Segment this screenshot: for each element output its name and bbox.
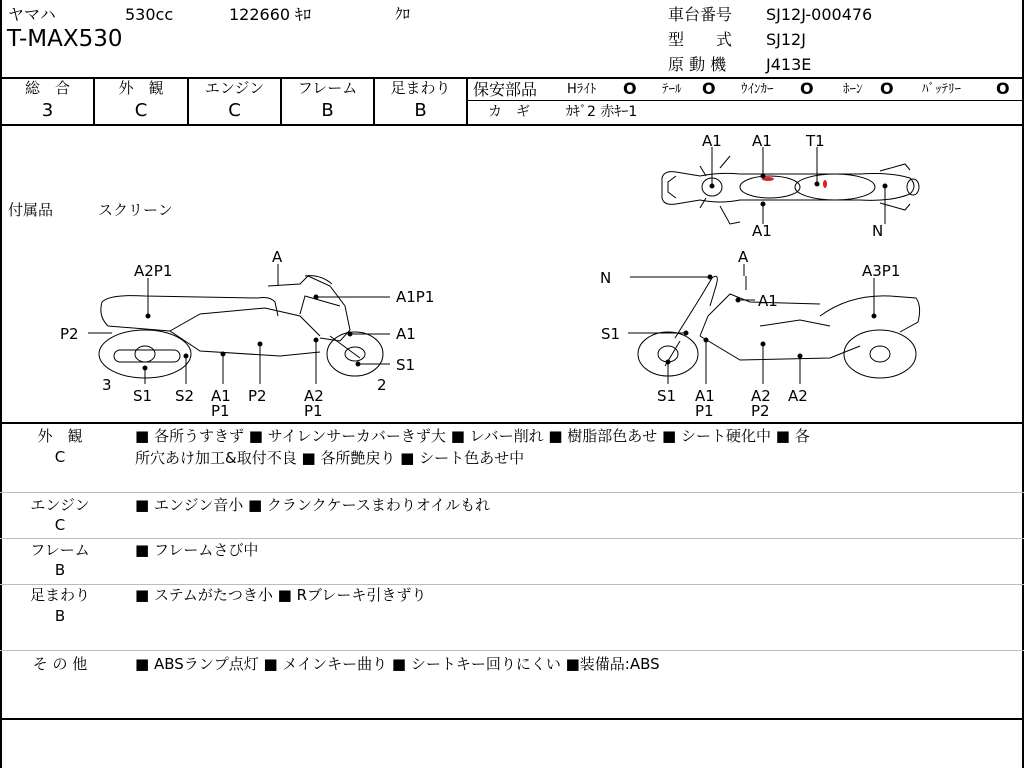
maker: ヤマハ	[8, 5, 56, 24]
label-right-a1: A1	[758, 292, 778, 310]
remark-grade-suspension: B	[54, 607, 66, 625]
grade-value-exterior: C	[134, 100, 148, 121]
remark-grade-engine: C	[54, 516, 66, 534]
remark-grade-frame: B	[54, 561, 66, 579]
label-top-a1-3: A1	[752, 222, 772, 240]
frame-no: SJ12J-000476	[766, 5, 873, 24]
label-left-a: A	[272, 248, 283, 266]
remark-text-exterior-1: ■ 各所うすきず ■ サイレンサーカバーきず大 ■ レバー削れ ■ 樹脂部色あせ ■ シート硬化中 ■ 各	[135, 427, 810, 445]
label-left-s1-right: S1	[396, 356, 416, 374]
color: ｸﾛ	[395, 5, 411, 23]
label-right-a1-bottom: A1	[695, 387, 715, 405]
label-right-s1-bottom: S1	[657, 387, 677, 405]
safety-mark-tail: O	[702, 79, 716, 98]
accessories-label: 付属品	[8, 201, 54, 219]
label-left-p2: P2	[60, 325, 79, 343]
label-right-n: N	[600, 269, 612, 287]
grade-label-engine: エンジン	[204, 79, 265, 97]
label-right-p2-bottom: P2	[751, 402, 770, 420]
grade-value-suspension: B	[414, 100, 427, 121]
remark-label-suspension: 足まわり	[29, 586, 90, 604]
accessories-value: スクリーン	[98, 201, 173, 219]
label-right-a: A	[738, 248, 749, 266]
remark-text-engine: ■ エンジン音小 ■ クランクケースまわりオイルもれ	[135, 496, 491, 514]
label-left-2: 2	[377, 376, 387, 394]
rule-bottom	[0, 718, 1024, 720]
label-left-a1: A1	[396, 325, 416, 343]
safety-mark-horn: O	[880, 79, 894, 98]
top-view-bike	[662, 156, 919, 224]
label-left-s1: S1	[133, 387, 153, 405]
displacement: 530cc	[125, 5, 174, 24]
engine-label: 原 動 機	[668, 55, 727, 74]
remark-label-exterior: 外 観	[37, 427, 83, 445]
rule-remark-1	[0, 492, 1024, 493]
rule-safety-mid	[468, 100, 1024, 101]
grade-value-frame: B	[321, 100, 334, 121]
type-value: SJ12J	[766, 30, 806, 49]
damage-diagram	[0, 126, 1024, 422]
remark-label-frame: フレーム	[30, 541, 90, 559]
remark-text-frame: ■ フレームさび中	[135, 541, 259, 559]
safety-label: 保安部品	[473, 80, 538, 99]
label-left-a1-bottom: A1	[211, 387, 231, 405]
grade-value-engine: C	[228, 100, 241, 121]
rule-diagram	[0, 422, 1024, 424]
safety-item-horn: ﾎｰﾝ	[843, 82, 863, 97]
remark-grade-exterior: C	[54, 448, 66, 466]
remark-text-other: ■ ABSランプ点灯 ■ メインキー曲り ■ シートキー回りにくい ■装備品:ABS	[135, 655, 660, 673]
label-left-a1p1: A1P1	[396, 288, 435, 306]
rule-remark-4	[0, 650, 1024, 651]
grade-label-suspension: 足まわり	[390, 79, 451, 97]
safety-item-headlight: Hﾗｲﾄ	[567, 82, 597, 97]
grade-label-overall: 総 合	[24, 79, 70, 97]
label-right-p1-bottom: P1	[695, 402, 714, 420]
label-left-p1-bottom: P1	[211, 402, 230, 420]
grade-label-exterior: 外 観	[118, 79, 164, 97]
remark-text-exterior-2: 所穴あけ加工&取付不良 ■ 各所艶戻り ■ シート色あせ中	[135, 449, 525, 467]
label-left-a2p1: A2P1	[134, 262, 173, 280]
label-top-a1-2: A1	[752, 132, 772, 150]
model-name: T-MAX530	[7, 26, 123, 52]
engine-value: J413E	[766, 55, 812, 74]
label-left-3: 3	[102, 376, 112, 394]
right-side-bike	[638, 276, 920, 378]
label-right-a2-bottom: A2	[751, 387, 771, 405]
rule-remark-2	[0, 538, 1024, 539]
safety-mark-battery: O	[996, 79, 1010, 98]
frame-no-label: 車台番号	[668, 5, 733, 24]
label-left-p2-bottom: P2	[248, 387, 267, 405]
keys-value: ｶｷﾞ2 赤ｷｰ1	[566, 104, 638, 120]
label-left-s2: S2	[175, 387, 195, 405]
label-right-a3p1: A3P1	[862, 262, 901, 280]
remark-label-engine: エンジン	[30, 496, 90, 514]
grade-sep-5	[466, 77, 468, 126]
safety-mark-winker: O	[800, 79, 814, 98]
label-top-n: N	[872, 222, 884, 240]
grade-value-overall: 3	[41, 100, 54, 121]
label-right-a2-bottom-2: A2	[788, 387, 808, 405]
label-right-s1: S1	[601, 325, 621, 343]
safety-item-winker: ｳｲﾝｶｰ	[741, 82, 774, 97]
label-top-t1: T1	[806, 132, 825, 150]
damage-mark-top-2	[823, 180, 827, 188]
type-label: 型 式	[668, 30, 733, 49]
safety-mark-headlight: O	[623, 79, 637, 98]
safety-item-tail: ﾃｰﾙ	[662, 82, 682, 97]
remark-label-other: そ の 他	[32, 655, 88, 673]
keys-label: カ ギ	[488, 104, 530, 120]
left-side-bike	[99, 274, 383, 378]
remark-text-suspension: ■ ステムがたつき小 ■ Rブレーキ引きずり	[135, 586, 427, 604]
rule-remark-3	[0, 584, 1024, 585]
mileage: 122660 ｷﾛ	[229, 5, 312, 24]
label-left-a2-bottom: A2	[304, 387, 324, 405]
label-left-p1-bottom-2: P1	[304, 402, 323, 420]
grade-label-frame: フレーム	[297, 79, 358, 97]
safety-item-battery: ﾊﾞｯﾃﾘｰ	[922, 82, 961, 97]
label-top-a1-1: A1	[702, 132, 722, 150]
